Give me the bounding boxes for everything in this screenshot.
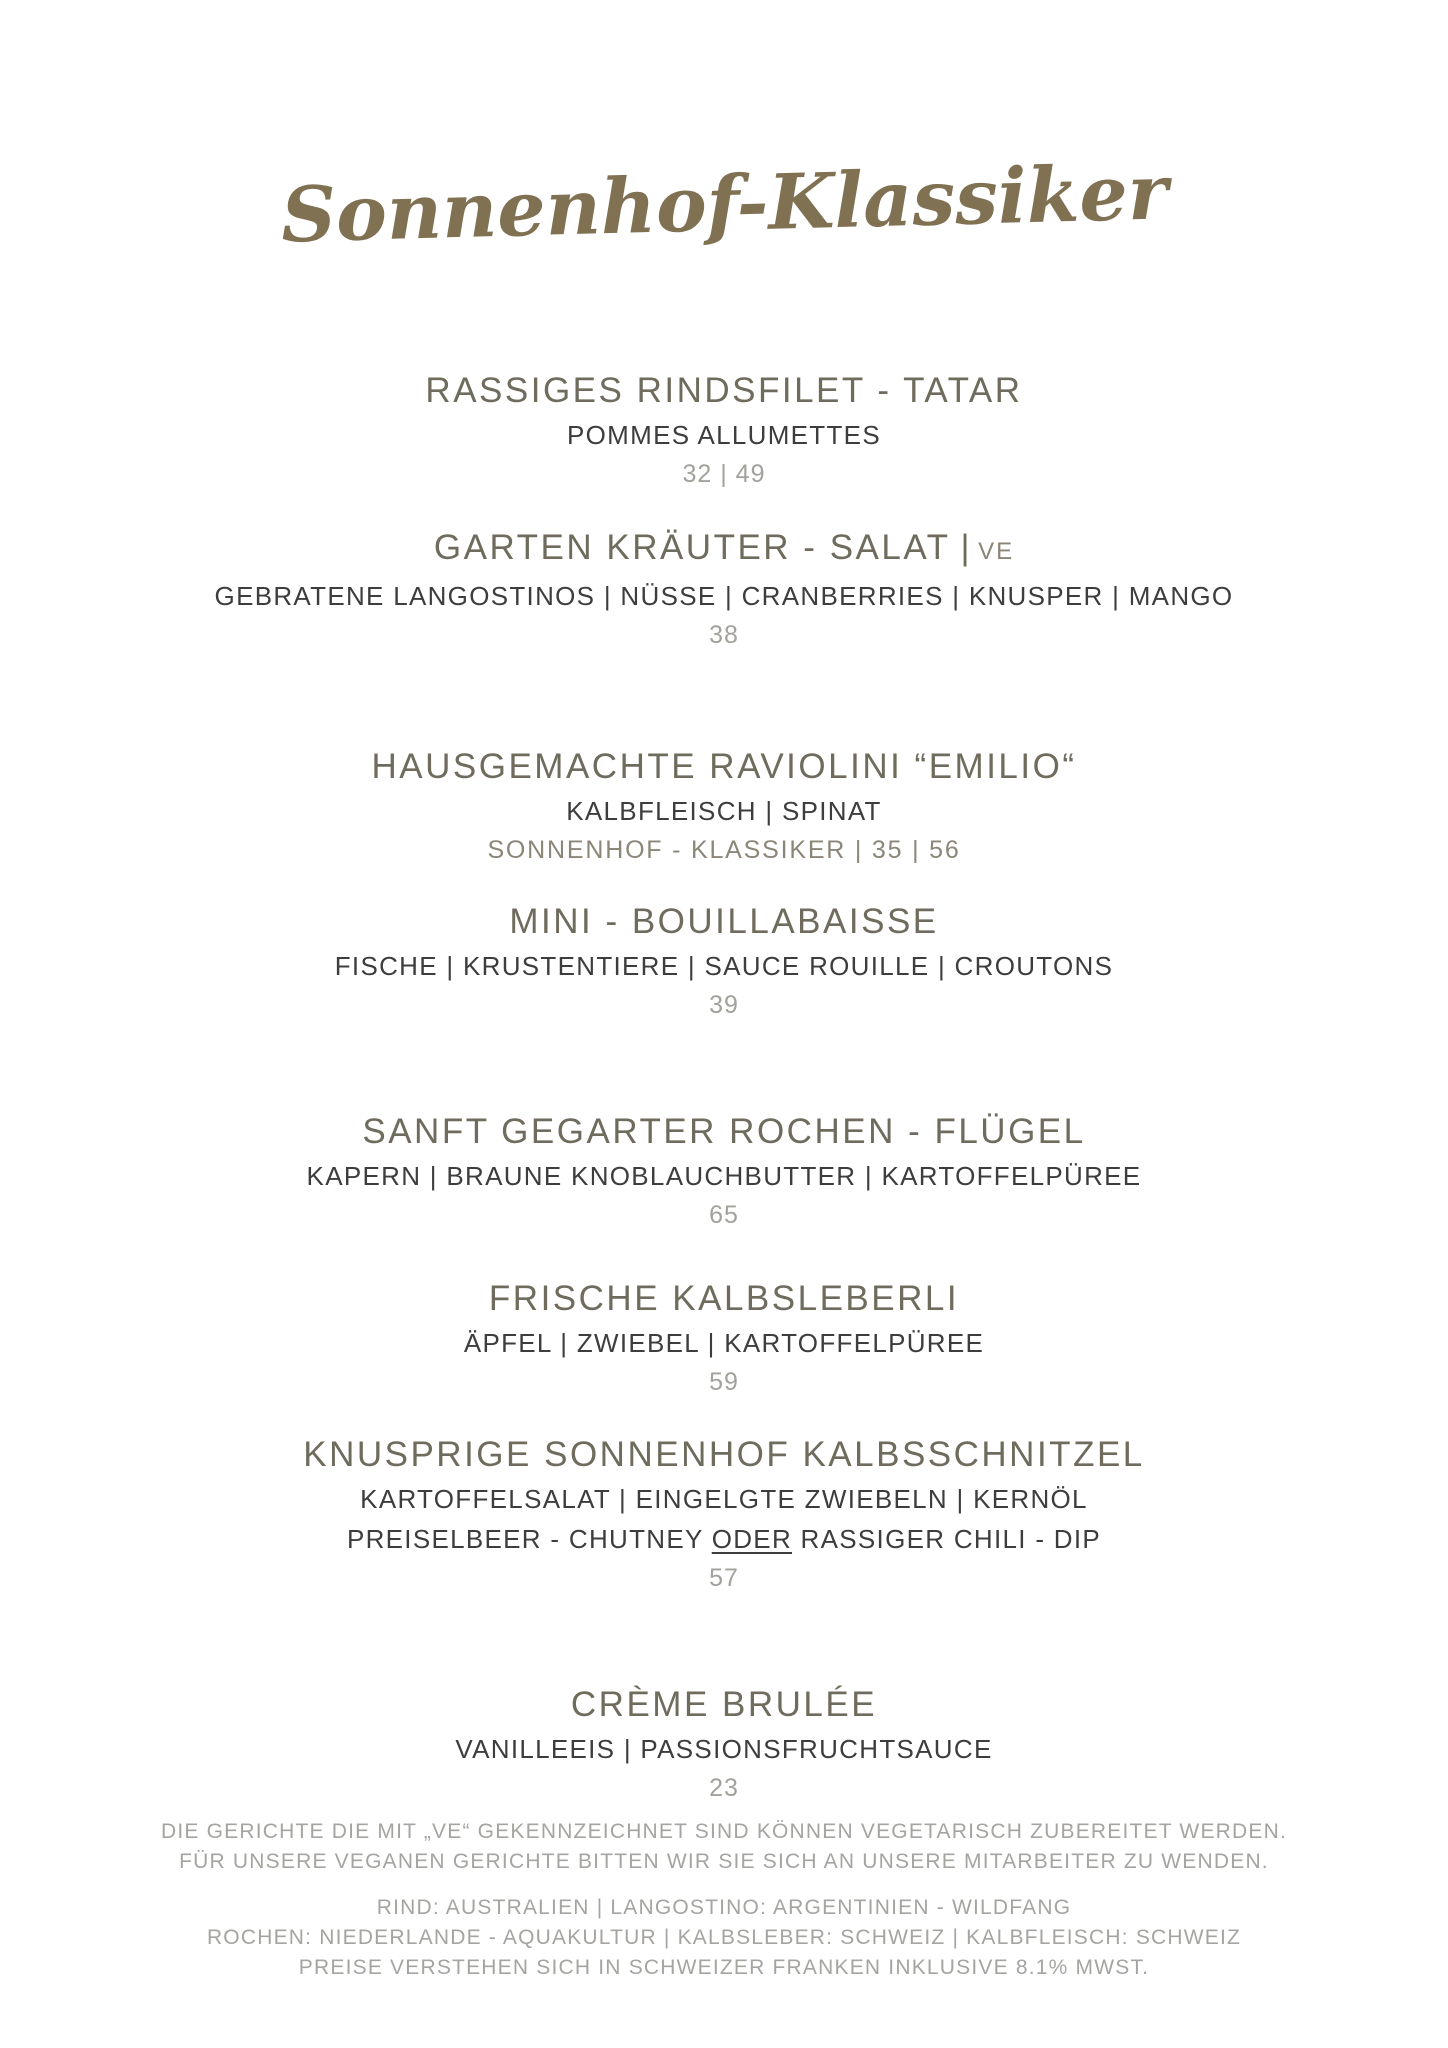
provenance-rochen-kalb: ROCHEN: NIEDERLANDE - AQUAKULTUR | KALBSLEBER: SCHWEIZ | KALBFLEISCH: SCHWEIZ xyxy=(206,1926,1242,1949)
logo-container xyxy=(104,0,1344,276)
item-title: RASSIGES RINDSFILET - TATAR xyxy=(425,371,1023,410)
item-price: 59 xyxy=(709,1368,739,1396)
item-description: FISCHE | KRUSTENTIERE | SAUCE ROUILLE | CROUTONS xyxy=(334,951,1114,981)
menu-item-creme-brulee xyxy=(104,1683,1344,1803)
item-description: KARTOFFELSALAT | EINGELGTE ZWIEBELN | KERNÖL xyxy=(360,1484,1088,1514)
item-description: POMMES ALLUMETTES xyxy=(567,420,881,450)
menu-item-kraeuter-salat xyxy=(104,526,1344,650)
item-title: MINI - BOUILLABAISSE xyxy=(509,902,939,941)
item-price: 39 xyxy=(709,991,739,1019)
title-ve-separator: | xyxy=(960,528,973,567)
item-price: 23 xyxy=(709,1774,739,1802)
footnote-vegetarian: DIE GERICHTE DIE MIT „VE“ GEKENNZEICHNET SIND KÖNNEN VEGETARISCH ZUBEREITET WERDEN. xyxy=(161,1820,1287,1843)
choice-oder-underlined: ODER xyxy=(711,1524,793,1554)
item-title: HAUSGEMACHTE RAVIOLINI “EMILIO“ xyxy=(371,747,1077,786)
footnotes-section xyxy=(104,1817,1344,1877)
menu-column xyxy=(104,0,1344,1983)
item-description: KALBFLEISCH | SPINAT xyxy=(566,796,882,826)
item-price: 65 xyxy=(709,1201,739,1229)
footnote-vegan: FÜR UNSERE VEGANEN GERICHTE BITTEN WIR SIE SICH AN UNSERE MITARBEITER ZU WENDEN. xyxy=(179,1850,1269,1873)
item-title: FRISCHE KALBSLEBERLI xyxy=(488,1279,960,1318)
item-description: ÄPFEL | ZWIEBEL | KARTOFFELPÜREE xyxy=(463,1328,985,1358)
item-description: KAPERN | BRAUNE KNOBLAUCHBUTTER | KARTOFFELPÜREE xyxy=(306,1161,1142,1191)
item-description: GEBRATENE LANGOSTINOS | NÜSSE | CRANBERRIES | KNUSPER | MANGO xyxy=(214,581,1234,611)
item-title-text: GARTEN KRÄUTER - SALAT xyxy=(433,528,951,567)
provenance-section xyxy=(104,1893,1344,1983)
item-price: 32 | 49 xyxy=(682,460,766,488)
provenance-beef-langostino: RIND: AUSTRALIEN | LANGOSTINO: ARGENTINIEN - WILDFANG xyxy=(376,1896,1072,1919)
item-title: CRÈME BRULÉE xyxy=(570,1685,878,1724)
item-description-choice xyxy=(104,1521,1344,1557)
menu-item-rochen-fluegel xyxy=(104,1110,1344,1230)
choice-pre-text: PREISELBEER - CHUTNEY xyxy=(346,1524,712,1554)
item-price: 57 xyxy=(709,1564,739,1592)
menu-item-kalbsleberli xyxy=(104,1277,1344,1397)
item-title: KNUSPRIGE SONNENHOF KALBSSCHNITZEL xyxy=(303,1435,1145,1474)
menu-item-raviolini-emilio xyxy=(104,745,1344,865)
menu-item-rindsfilet-tatar xyxy=(104,369,1344,489)
provenance-prices-vat: PREISE VERSTEHEN SICH IN SCHWEIZER FRANKEN INKLUSIVE 8.1% MWST. xyxy=(298,1956,1150,1979)
menu-item-kalbsschnitzel xyxy=(104,1433,1344,1593)
vegetarian-badge: VE xyxy=(978,538,1015,565)
item-title xyxy=(104,526,1344,574)
restaurant-logo-script: Sonnenhof-Klassiker xyxy=(279,147,1169,260)
item-price: 38 xyxy=(709,621,739,649)
item-description: VANILLEEIS | PASSIONSFRUCHTSAUCE xyxy=(455,1734,993,1764)
item-price-note: SONNENHOF - KLASSIKER | 35 | 56 xyxy=(487,836,961,864)
item-title: SANFT GEGARTER ROCHEN - FLÜGEL xyxy=(362,1112,1086,1151)
menu-item-mini-bouillabaisse xyxy=(104,900,1344,1020)
choice-post-text: RASSIGER CHILI - DIP xyxy=(792,1524,1102,1554)
